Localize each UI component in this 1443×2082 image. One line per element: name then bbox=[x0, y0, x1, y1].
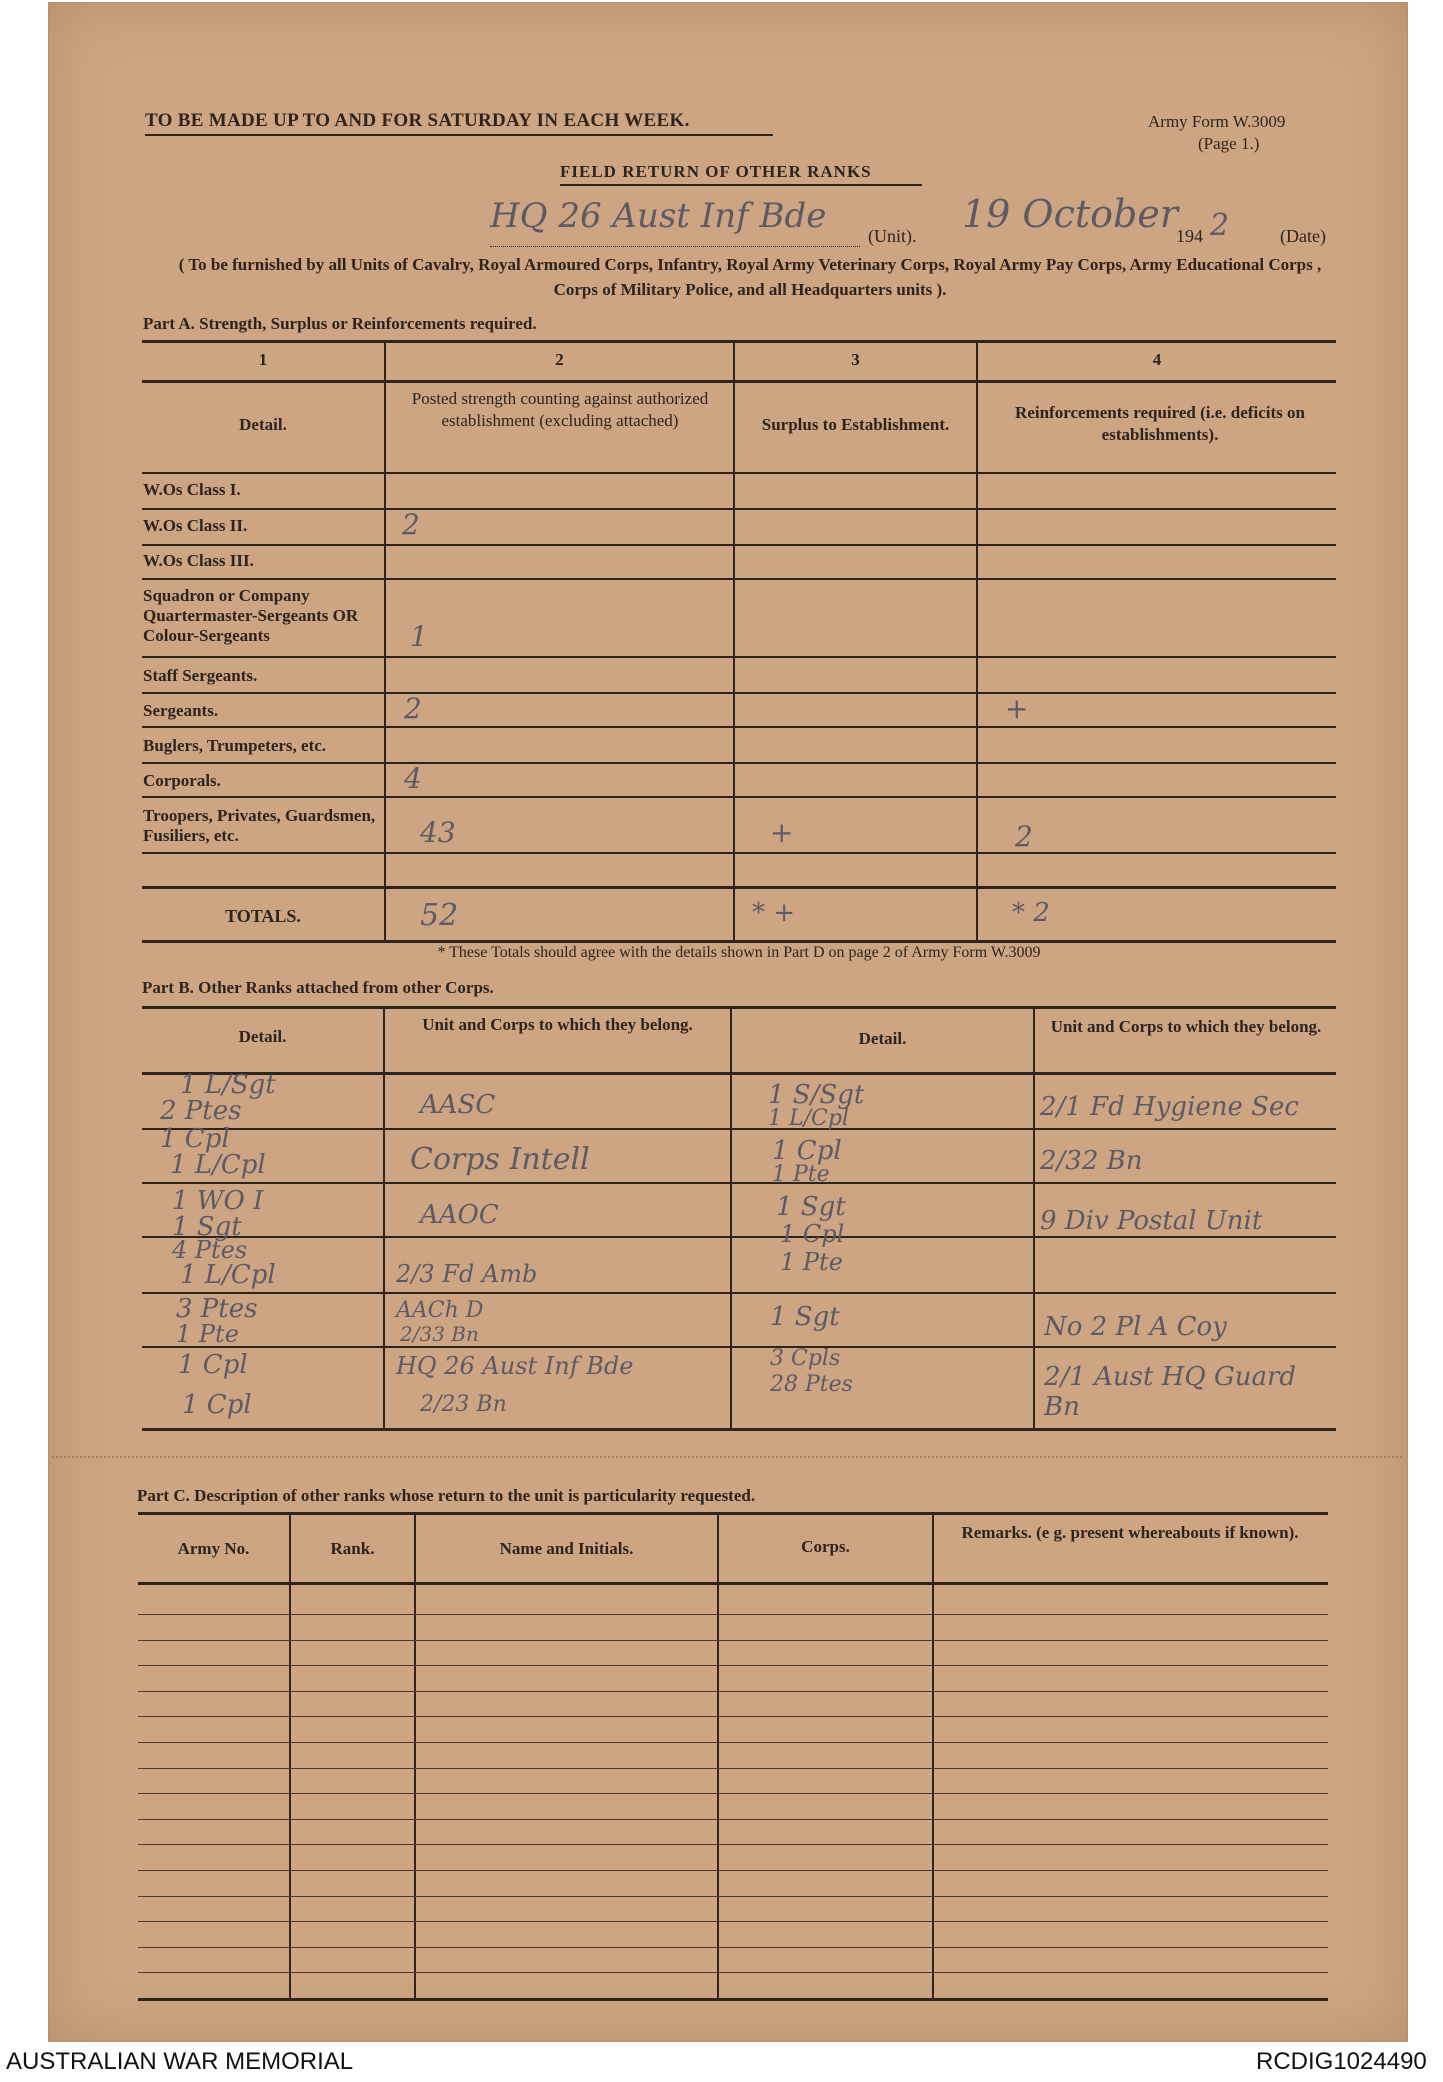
part-c-ruled-line bbox=[138, 1742, 1328, 1743]
part-c-ruled-line bbox=[138, 1844, 1328, 1845]
right-detail-7: 1 Pte bbox=[780, 1248, 843, 1276]
part-c-ruled-line bbox=[138, 1947, 1328, 1948]
surplus-troopers: + bbox=[770, 816, 794, 849]
page-number: (Page 1.) bbox=[1198, 134, 1260, 153]
footer-reference: RCDIG1024490 bbox=[1256, 2048, 1427, 2075]
part-c-head-corps: Corps. bbox=[801, 1537, 850, 1556]
right-unit-2: 2/32 Bn bbox=[1040, 1146, 1143, 1176]
fold-line bbox=[52, 1456, 1402, 1458]
posted-sergeants: 2 bbox=[404, 692, 422, 725]
part-b-head-detail-right: Detail. bbox=[858, 1029, 907, 1048]
left-detail-10: 1 Pte bbox=[176, 1320, 239, 1348]
part-c-ruled-line bbox=[138, 1819, 1328, 1820]
left-unit-7: HQ 26 Aust Inf Bde bbox=[396, 1352, 634, 1380]
footer-institution: AUSTRALIAN WAR MEMORIAL bbox=[6, 2048, 354, 2075]
col-number-2: 2 bbox=[555, 350, 564, 369]
posted-corporals: 4 bbox=[404, 762, 422, 795]
row-label-quartermaster-sergeants: Squadron or Company Quartermaster-Sergeants OR Colour-Sergeants bbox=[143, 586, 359, 645]
left-unit-1: AASC bbox=[420, 1090, 496, 1120]
right-detail-9: 3 Cpls bbox=[770, 1346, 841, 1371]
left-detail-4: 1 L/Cpl bbox=[170, 1150, 266, 1180]
left-unit-4: 2/3 Fd Amb bbox=[396, 1260, 538, 1288]
row-label-staff-sergeants: Staff Sergeants. bbox=[143, 666, 258, 685]
row-label-wo-class-1: W.Os Class I. bbox=[143, 480, 241, 499]
form-title: FIELD RETURN OF OTHER RANKS bbox=[560, 162, 872, 181]
part-c-ruled-line bbox=[138, 1870, 1328, 1871]
left-detail-7: 4 Ptes bbox=[172, 1236, 248, 1264]
posted-wo-class-2: 2 bbox=[402, 508, 420, 541]
totals-label: TOTALS. bbox=[225, 906, 301, 926]
right-detail-6: 1 Cpl bbox=[780, 1220, 845, 1248]
left-detail-11: 1 Cpl bbox=[178, 1350, 248, 1380]
form-number: Army Form W.3009 bbox=[1148, 112, 1286, 131]
left-detail-8: 1 L/Cpl bbox=[180, 1260, 276, 1290]
reinf-sergeants: + bbox=[1005, 692, 1029, 725]
right-detail-1: 1 S/Sgt bbox=[768, 1080, 865, 1110]
row-label-wo-class-2: W.Os Class II. bbox=[143, 516, 248, 535]
part-c-ruled-line bbox=[138, 1665, 1328, 1666]
col-head-detail: Detail. bbox=[239, 415, 287, 434]
reinf-troopers: 2 bbox=[1015, 820, 1033, 853]
part-b-head-detail-left: Detail. bbox=[238, 1027, 287, 1046]
col-number-1: 1 bbox=[258, 350, 268, 369]
right-unit-5: 2/1 Aust HQ Guard Bn bbox=[1044, 1362, 1297, 1422]
year-value: 2 bbox=[1210, 208, 1230, 243]
part-c-ruled-line bbox=[138, 1896, 1328, 1897]
row-label-troopers: Troopers, Privates, Guardsmen, Fusiliers, etc. bbox=[143, 806, 376, 845]
part-c-ruled-line bbox=[138, 1614, 1328, 1615]
left-detail-12: 1 Cpl bbox=[182, 1390, 252, 1420]
unit-label: (Unit). bbox=[868, 226, 917, 246]
part-b-head-unit-left: Unit and Corps to which they belong. bbox=[422, 1015, 693, 1034]
part-c-ruled-line bbox=[138, 1793, 1328, 1794]
col-number-3: 3 bbox=[851, 350, 860, 369]
totals-reinf: * 2 bbox=[1012, 898, 1050, 928]
col-head-reinforcements: Reinforcements required (i.e. deficits on establishments). bbox=[1015, 403, 1305, 444]
right-detail-10: 28 Ptes bbox=[770, 1372, 853, 1397]
year-prefix: 194 bbox=[1176, 226, 1203, 246]
left-unit-3: AAOC bbox=[420, 1200, 499, 1230]
part-b-head-unit-right: Unit and Corps to which they belong. bbox=[1050, 1017, 1322, 1036]
right-unit-3: 9 Div Postal Unit bbox=[1040, 1206, 1263, 1236]
furnish-note: ( To be furnished by all Units of Cavalry, Royal Armoured Corps, Infantry, Royal Army Veterinary Corps, Royal Army Pay Corps, Army Educational Corps , Corps of Military Police, and all Headquarters units ). bbox=[178, 255, 1322, 299]
left-detail-9: 3 Ptes bbox=[176, 1294, 258, 1324]
part-c-head-army-no: Army No. bbox=[177, 1539, 250, 1558]
part-c-heading: Part C. Description of other ranks whose return to the unit is particularity requested. bbox=[137, 1486, 756, 1505]
left-unit-6: 2/33 Bn bbox=[400, 1322, 479, 1346]
left-unit-5: AACh D bbox=[396, 1298, 484, 1323]
part-c-ruled-line bbox=[138, 1768, 1328, 1769]
col-head-surplus: Surplus to Establishment. bbox=[761, 415, 950, 434]
part-b-heading: Part B. Other Ranks attached from other Corps. bbox=[142, 978, 494, 997]
posted-quartermaster-sergeants: 1 bbox=[410, 620, 428, 653]
row-label-corporals: Corporals. bbox=[143, 771, 221, 790]
totals-posted: 52 bbox=[420, 898, 459, 933]
right-detail-8: 1 Sgt bbox=[770, 1302, 840, 1332]
unit-value: HQ 26 Aust Inf Bde bbox=[490, 196, 827, 236]
left-detail-1: 1 L/Sgt bbox=[180, 1070, 276, 1100]
left-detail-6: 1 Sgt bbox=[172, 1212, 242, 1242]
posted-troopers: 43 bbox=[420, 816, 456, 849]
part-c-ruled-line bbox=[138, 1716, 1328, 1717]
right-unit-4: No 2 Pl A Coy bbox=[1044, 1312, 1227, 1342]
col-number-4: 4 bbox=[1152, 350, 1162, 369]
right-detail-3: 1 Cpl bbox=[772, 1136, 842, 1166]
part-c-ruled-line bbox=[138, 1921, 1328, 1922]
left-unit-2: Corps Intell bbox=[410, 1142, 590, 1177]
left-detail-2: 2 Ptes bbox=[160, 1096, 242, 1126]
totals-surplus: * + bbox=[752, 898, 796, 928]
row-label-buglers: Buglers, Trumpeters, etc. bbox=[143, 736, 327, 755]
part-c-head-remarks: Remarks. (e g. present whereabouts if known). bbox=[961, 1523, 1299, 1542]
row-label-wo-class-3: W.Os Class III. bbox=[143, 551, 254, 570]
col-head-posted: Posted strength counting against authorized establishment (excluding attached) bbox=[411, 389, 709, 430]
row-label-sergeants: Sergeants. bbox=[143, 701, 219, 720]
left-detail-5: 1 WO I bbox=[172, 1186, 264, 1216]
right-detail-5: 1 Sgt bbox=[776, 1192, 846, 1222]
part-a-heading: Part A. Strength, Surplus or Reinforcements required. bbox=[143, 314, 537, 333]
part-c-head-rank: Rank. bbox=[330, 1539, 375, 1558]
part-c-head-name: Name and Initials. bbox=[499, 1539, 634, 1558]
left-detail-3: 1 Cpl bbox=[160, 1124, 230, 1154]
right-unit-1: 2/1 Fd Hygiene Sec bbox=[1040, 1092, 1299, 1122]
header-instruction: TO BE MADE UP TO AND FOR SATURDAY IN EACH WEEK. bbox=[145, 110, 690, 131]
right-detail-4: 1 Pte bbox=[772, 1162, 830, 1187]
date-label: (Date) bbox=[1280, 226, 1326, 246]
part-c-ruled-line bbox=[138, 1972, 1328, 1973]
part-c-ruled-line bbox=[138, 1640, 1328, 1641]
date-value: 19 October bbox=[962, 192, 1178, 236]
part-c-ruled-line bbox=[138, 1691, 1328, 1692]
left-unit-8: 2/23 Bn bbox=[420, 1392, 507, 1417]
part-a-footnote: * These Totals should agree with the details shown in Part D on page 2 of Army Form W.3009 bbox=[437, 944, 1041, 961]
right-detail-2: 1 L/Cpl bbox=[768, 1106, 849, 1131]
